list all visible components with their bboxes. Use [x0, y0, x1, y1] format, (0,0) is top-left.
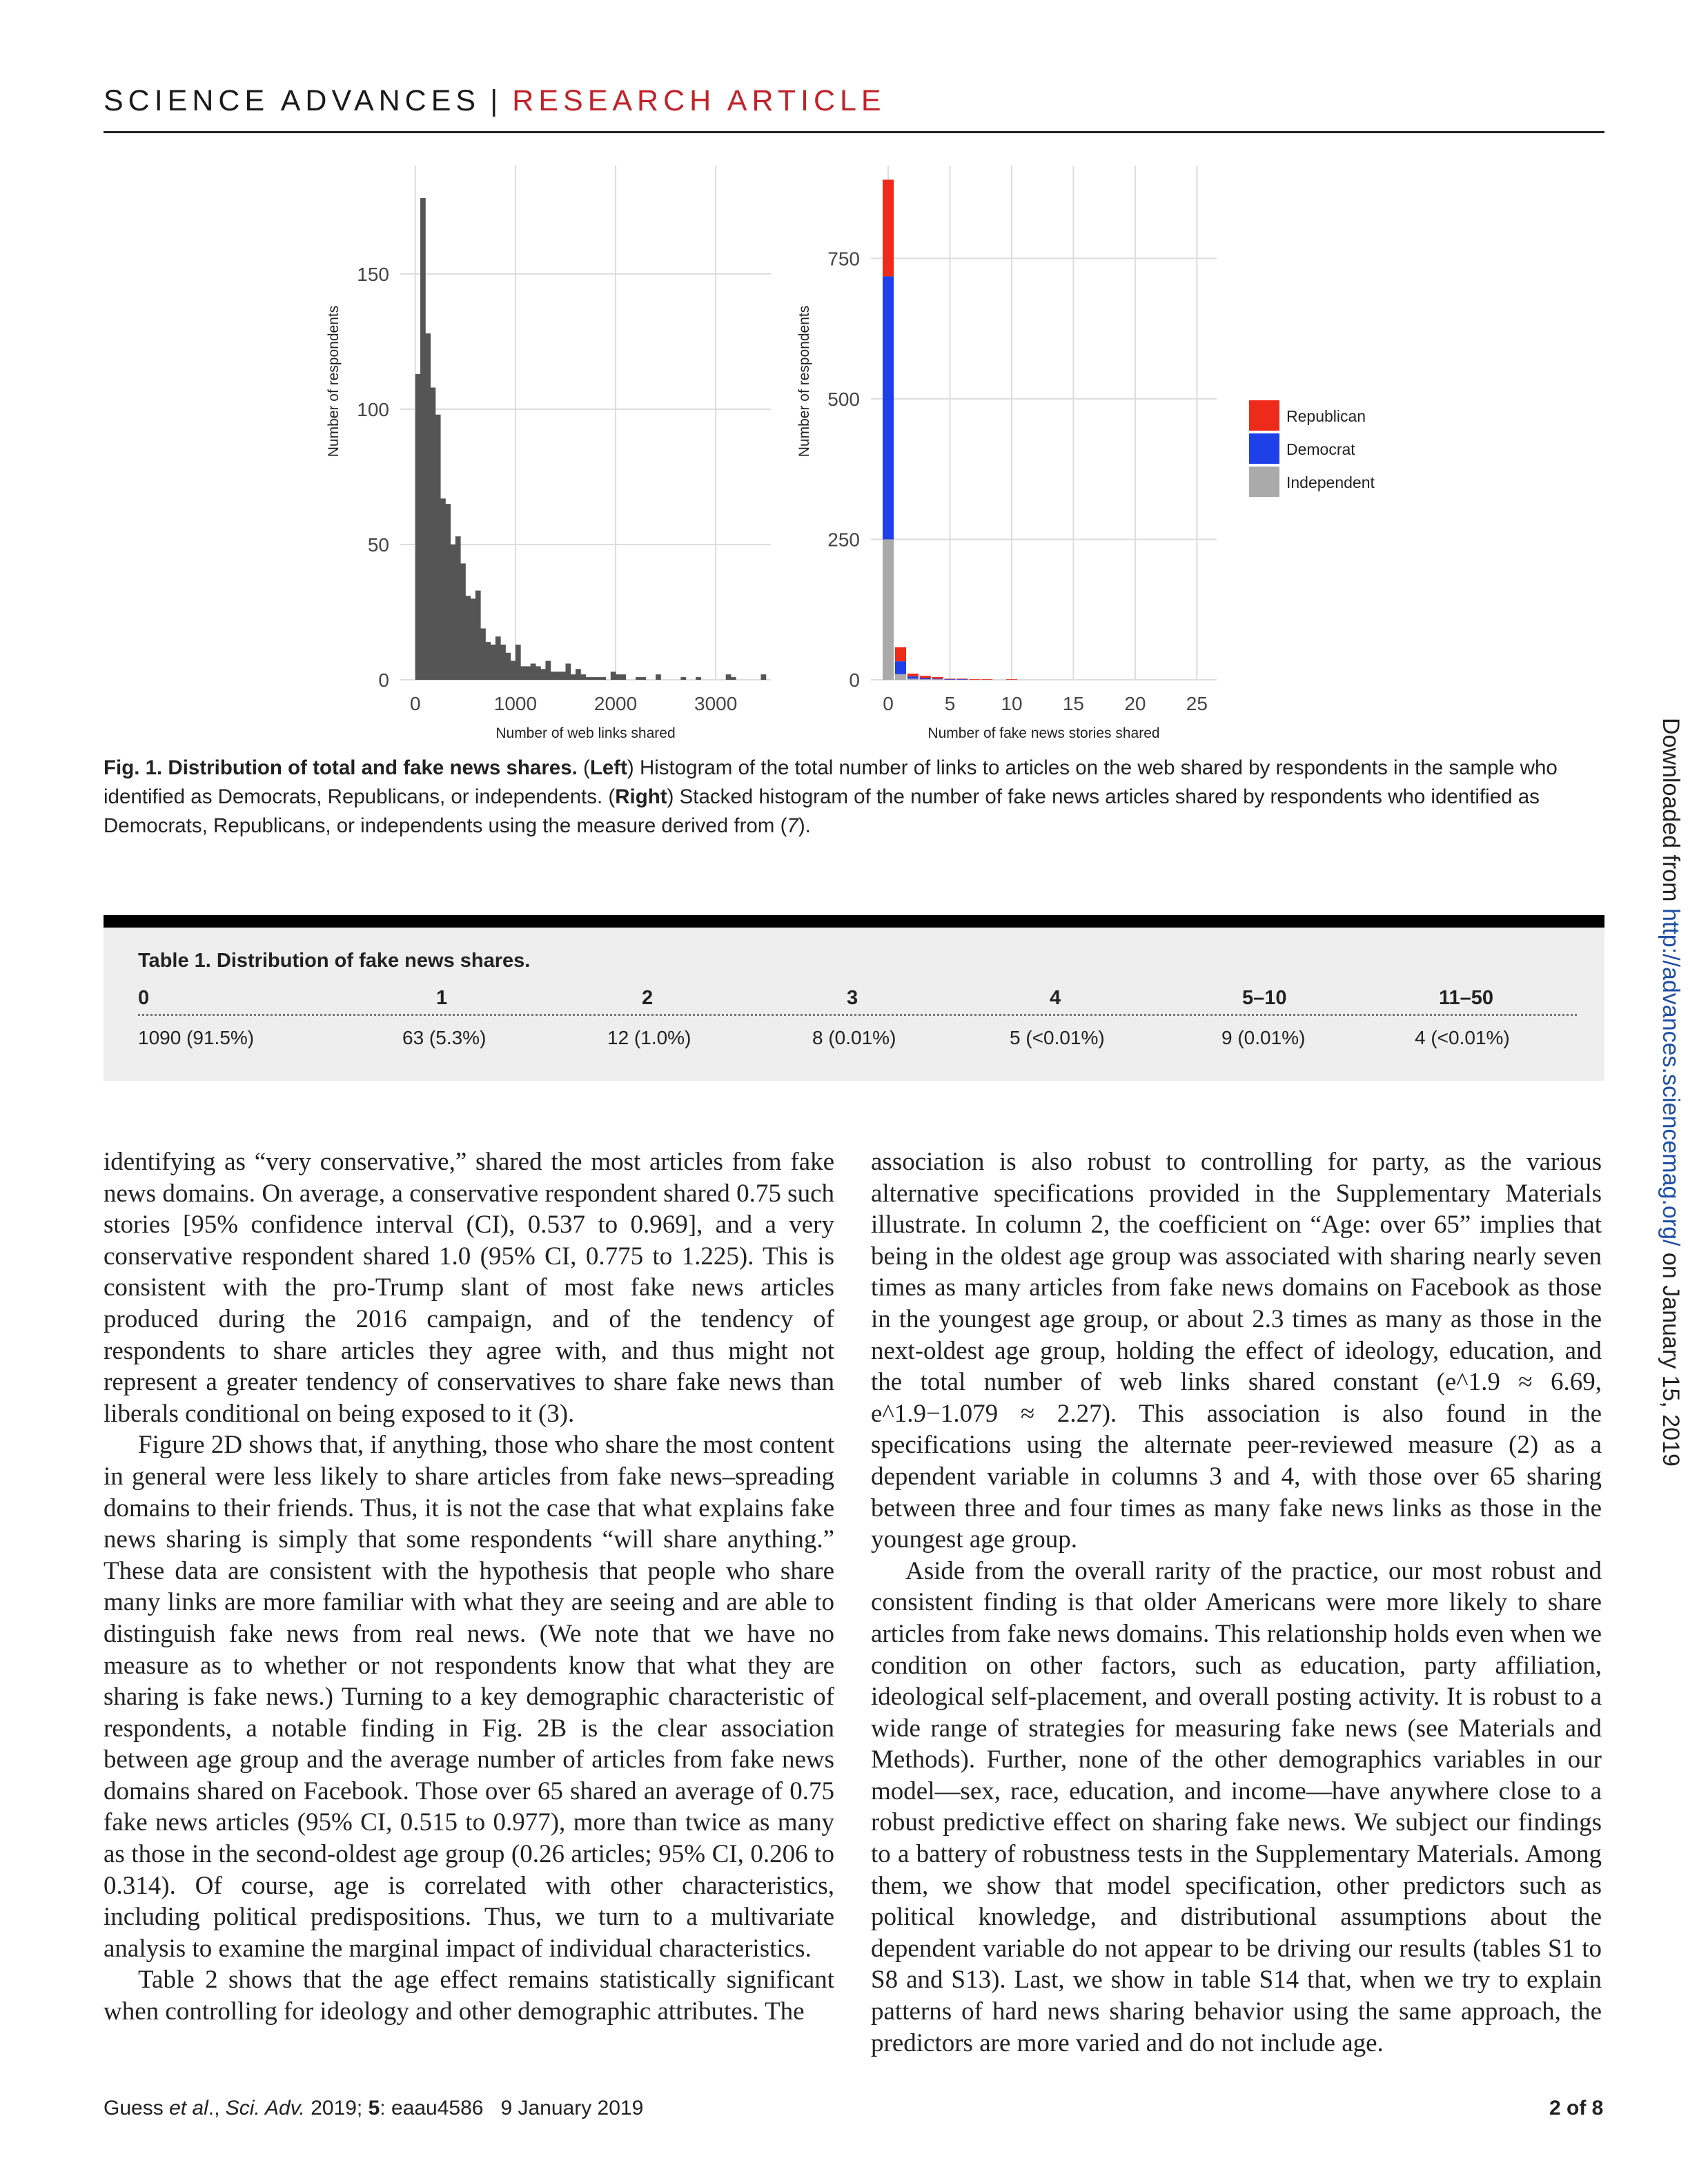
- table-title: Table 1. Distribution of fake news shares.: [138, 950, 531, 972]
- histogram-bar: [451, 545, 456, 680]
- histogram-bar: [435, 415, 441, 680]
- histogram-bar: [475, 591, 481, 680]
- histogram-bar: [611, 672, 616, 680]
- caption-left-tag: Left: [589, 756, 627, 779]
- x-tick-label: 3000: [694, 693, 738, 714]
- histogram-bar: [596, 677, 601, 680]
- histogram-bar: [525, 666, 531, 680]
- histogram-bar: [511, 661, 516, 680]
- download-prefix: Downloaded from: [1658, 718, 1684, 902]
- histogram-bar: [505, 653, 511, 680]
- histogram-bar: [491, 645, 496, 680]
- histogram-bar: [531, 663, 536, 680]
- x-tick-label: 15: [1062, 693, 1085, 714]
- stacked-bar-segment-republican: [883, 179, 894, 276]
- histogram-bar: [431, 388, 436, 680]
- y-tick-label: 0: [849, 669, 860, 691]
- histogram-bar: [415, 374, 421, 680]
- histogram-bar: [640, 677, 646, 680]
- x-tick-label: 10: [1001, 693, 1023, 714]
- histogram-bar: [495, 636, 501, 680]
- histogram-bar: [520, 666, 526, 680]
- table-cell: 5 (<0.01%): [1010, 1027, 1105, 1048]
- x-tick-label: 2000: [593, 693, 638, 714]
- table-header-cell: 0: [138, 987, 150, 1009]
- histogram-bar: [586, 677, 591, 680]
- caption-reference: 7: [787, 814, 798, 837]
- body-column-right: [871, 1146, 1602, 2059]
- histogram-bar: [600, 677, 606, 680]
- download-note: [1657, 718, 1684, 1467]
- histogram-bar: [480, 629, 486, 680]
- histogram-bar: [420, 198, 426, 680]
- histogram-bar: [455, 536, 461, 680]
- histogram-bar: [565, 663, 571, 680]
- party-legend: [1249, 400, 1375, 497]
- histogram-bar: [500, 645, 506, 680]
- legend-swatch-republican: [1249, 400, 1279, 431]
- caption-right-tag: Right: [615, 785, 667, 808]
- y-axis-label: Number of respondents: [796, 305, 812, 458]
- histogram-bar: [545, 661, 551, 680]
- stacked-bar-segment-republican: [944, 678, 955, 679]
- histogram-bar: [731, 677, 736, 680]
- y-tick-label: 0: [378, 669, 389, 691]
- table-cell: 4 (<0.01%): [1415, 1027, 1510, 1048]
- stacked-bar-segment-democrat: [932, 678, 943, 679]
- histogram-bar: [580, 674, 586, 680]
- histogram-bar: [576, 669, 581, 680]
- histogram-bar: [636, 677, 641, 680]
- footer-citation: Guess et al., Sci. Adv. 2019; 5: eaau4586 9 January 2019: [104, 2097, 644, 2119]
- histogram-bar: [696, 677, 701, 680]
- table-cell: 12 (1.0%): [607, 1027, 691, 1048]
- stacked-bar-segment-republican: [956, 678, 968, 679]
- y-tick-label: 500: [827, 388, 860, 410]
- histogram-bar: [540, 669, 546, 680]
- footer-etal: et al: [169, 2097, 208, 2119]
- histogram-bar: [440, 498, 446, 680]
- y-tick-label: 150: [357, 263, 389, 285]
- histogram-bar: [425, 333, 431, 680]
- histogram-bar: [465, 596, 471, 680]
- stacked-bar-segment-republican: [907, 674, 919, 676]
- stacked-bar-segment-independent: [920, 679, 931, 680]
- paragraph: identifying as “very conservative,” shared the most articles from fake news domains. On average, a conservative respondent shared 0.75 such stories [95% confidence interval (CI), 0.537 to 0.969], and a very conservative respondent shared 1.0 (95% CI, 0.775 to 1.225). This is consistent with the pro-Trump slant of most fake news articles produced during the 2016 campaign, and of the tendency of respondents to share articles they agree with, and thus might not represent a greater tendency of conservatives to share fake news than liberals conditional on being exposed to it (3).: [104, 1148, 834, 1428]
- stacked-bar-segment-democrat: [907, 676, 919, 678]
- table-header-cell: 11–50: [1439, 987, 1494, 1009]
- x-tick-label: 0: [883, 693, 894, 714]
- histogram-bar: [516, 645, 521, 680]
- legend-label: Republican: [1286, 407, 1366, 425]
- footer-authors: Guess: [104, 2097, 164, 2119]
- stacked-bar-segment-republican: [1006, 679, 1017, 680]
- legend-swatch-democrat: [1249, 433, 1279, 464]
- histogram-bar: [616, 674, 621, 680]
- x-axis-label: Number of fake news stories shared: [927, 725, 1160, 741]
- histogram-bar: [591, 677, 596, 680]
- paragraph: Table 2 shows that the age effect remains statistically significant when controlling for ideology and other demographic attributes. The: [104, 1966, 834, 2026]
- histogram-bar: [551, 672, 556, 680]
- table-cell: 1090 (91.5%): [138, 1027, 255, 1048]
- figure-1: [0, 0, 1708, 752]
- x-tick-label: 0: [409, 693, 421, 714]
- y-tick-label: 250: [827, 529, 860, 551]
- histogram-bar: [471, 598, 476, 680]
- left-histogram: [326, 166, 771, 741]
- stacked-bar-segment-independent: [883, 539, 894, 680]
- histogram-bar: [485, 642, 491, 680]
- stacked-bar-segment-independent: [895, 674, 906, 680]
- stacked-bar-segment-democrat: [956, 679, 968, 680]
- legend-swatch-independent: [1249, 467, 1279, 497]
- footer-year: 2019;: [311, 2097, 363, 2119]
- figure-caption: Fig. 1. Distribution of total and fake news shares. (Left) Histogram of the total number of links to articles on the web shared by respondents in the sample who identified as Democrats, Republicans, or independents. (Right) Stacked histogram of the number of fake news articles shared by respondents who identified as Democrats, Republicans, or independents using the measure derived from (7).: [104, 756, 1558, 837]
- table-divider: [138, 1014, 1577, 1016]
- table-header-cell: 5–10: [1242, 987, 1287, 1009]
- caption-right-end: ).: [798, 814, 811, 837]
- histogram-bar: [571, 674, 576, 680]
- legend-label: Democrat: [1286, 440, 1355, 458]
- x-axis-label: Number of web links shared: [495, 725, 676, 741]
- caption-left-text: Histogram of the total number of links to articles on the web shared by respondents in the sample who identified as Democrats, Republicans, or independents.: [104, 756, 1558, 808]
- stacked-bar-segment-republican: [981, 679, 992, 680]
- y-tick-label: 50: [367, 533, 389, 556]
- stacked-bar-segment-republican: [895, 647, 906, 661]
- x-tick-label: 1000: [493, 693, 538, 714]
- body-column-left: [104, 1146, 834, 2028]
- histogram-bar: [460, 563, 466, 680]
- stacked-bar-segment-democrat: [920, 678, 931, 680]
- histogram-bar: [620, 674, 626, 680]
- paragraph: Aside from the overall rarity of the practice, our most robust and consistent finding is that older Americans were more likely to share articles from fake news domains. This relationship holds even when we condition on other factors, such as education, party affiliation, ideological self-placement, and overall posting activity. It is robust to a wide range of strategies for measuring fake news (see Materials and Methods). Further, none of the other demographics variables in our model—sex, race, education, and income—have anywhere close to a robust predictive effect on sharing fake news. We subject our findings to a battery of robustness tests in the Supplementary Materials. Among them, we show that model specification, other predictors such as political knowledge, and distributional assumptions about the dependent variable do not appear to be driving our results (tables S1 to S8 and S13). Last, we show in table S14 that, when we try to explain patterns of hard news sharing behavior using the same approach, the predictors are more varied and do not include age.: [871, 1556, 1602, 2057]
- stacked-bar-segment-democrat: [883, 276, 894, 539]
- legend-label: Independent: [1286, 473, 1375, 491]
- histogram-bar: [656, 674, 661, 680]
- footer-volume: 5: [368, 2097, 380, 2119]
- page-number: 2 of 8: [1549, 2097, 1604, 2119]
- table-top-bar: [104, 915, 1604, 928]
- table-header-cell: 3: [847, 987, 858, 1009]
- x-tick-label: 25: [1186, 693, 1208, 714]
- y-tick-label: 750: [827, 248, 860, 270]
- article-type: RESEARCH ARTICLE: [512, 84, 886, 117]
- stacked-bar-segment-republican: [969, 679, 980, 680]
- table-header-cell: 2: [642, 987, 654, 1009]
- y-tick-label: 100: [357, 398, 389, 420]
- histogram-bar: [556, 672, 561, 680]
- stacked-bar-segment-independent: [907, 678, 919, 680]
- paragraph: Figure 2D shows that, if anything, those who share the most content in general were less likely to share articles from fake news–spreading domains to their friends. Thus, it is not the case that what explains fake news sharing is simply that some respondents “will share anything.” These data are consistent with the hypothesis that people who share many links are more familiar with what they are seeing and are able to distinguish fake news from real news. (We note that we have no measure as to whether or not respondents know that what they are sharing is fake news.) Turning to a key demographic characteristic of respondents, a notable finding in Fig. 2B is the clear association between age group and the average number of articles from fake news domains shared on Facebook. Those over 65 shared an average of 0.75 fake news articles (95% CI, 0.515 to 0.977), more than twice as many as those in the second-oldest age group (0.26 articles; 95% CI, 0.206 to 0.314). Of course, age is correlated with other characteristics, including political predispositions. Thus, we turn to a multivariate analysis to examine the marginal impact of individual characteristics.: [104, 1431, 834, 1963]
- stacked-bar-segment-independent: [932, 679, 943, 680]
- footer-date: 9 January 2019: [500, 2097, 644, 2119]
- download-link[interactable]: http://advances.sciencemag.org/: [1658, 908, 1684, 1246]
- journal-name: SCIENCE ADVANCES: [104, 84, 481, 117]
- caption-right-text: Stacked histogram of the number of fake news articles shared by respondents who identified as Democrats, Republicans, or independents using the measure derived from (: [104, 785, 1540, 837]
- table-cell: 9 (0.01%): [1221, 1027, 1306, 1048]
- caption-label: Fig. 1. Distribution of total and fake news shares.: [104, 756, 578, 779]
- download-suffix: on January 15, 2019: [1658, 1252, 1684, 1467]
- table-header-cell: 4: [1050, 987, 1061, 1009]
- x-tick-label: 5: [944, 693, 956, 714]
- footer-article-id: : eaau4586: [380, 2097, 484, 2119]
- table-cell: 8 (0.01%): [812, 1027, 896, 1048]
- header-separator: |: [490, 84, 503, 117]
- x-tick-label: 20: [1124, 693, 1146, 714]
- y-axis-label: Number of respondents: [326, 305, 342, 458]
- table-cell: 63 (5.3%): [402, 1027, 487, 1048]
- stacked-bar-segment-republican: [920, 676, 931, 678]
- table-header-cell: 1: [436, 987, 448, 1009]
- footer-journal: Sci. Adv.: [225, 2097, 305, 2119]
- stacked-bar-segment-democrat: [895, 661, 906, 674]
- histogram-bar: [445, 504, 451, 680]
- histogram-bar: [536, 666, 541, 680]
- paragraph: association is also robust to controlling for party, as the various alternative specifications provided in the Supplementary Materials illustrate. In column 2, the coefficient on “Age: over 65” implies that being in the oldest age group was associated with sharing nearly seven times as many articles from fake news domains on Facebook as those in the youngest age group, or about 2.3 times as many as those in the next-oldest age group, holding the effect of ideology, education, and the total number of web links shared constant (e^1.9 ≈ 6.69, e^1.9−1.079 ≈ 2.27). This association is also found in the specifications using the alternate peer-reviewed measure (2) as a dependent variable in columns 3 and 4, with those over 65 sharing between three and four times as many fake news links as those in the youngest age group.: [871, 1148, 1602, 1554]
- histogram-bar: [680, 677, 686, 680]
- right-stacked-histogram: [796, 166, 1217, 741]
- stacked-bar-segment-republican: [932, 677, 943, 678]
- histogram-bar: [560, 672, 566, 680]
- histogram-bar: [760, 674, 766, 680]
- histogram-bar: [726, 674, 732, 680]
- stacked-bar-segment-democrat: [944, 679, 955, 680]
